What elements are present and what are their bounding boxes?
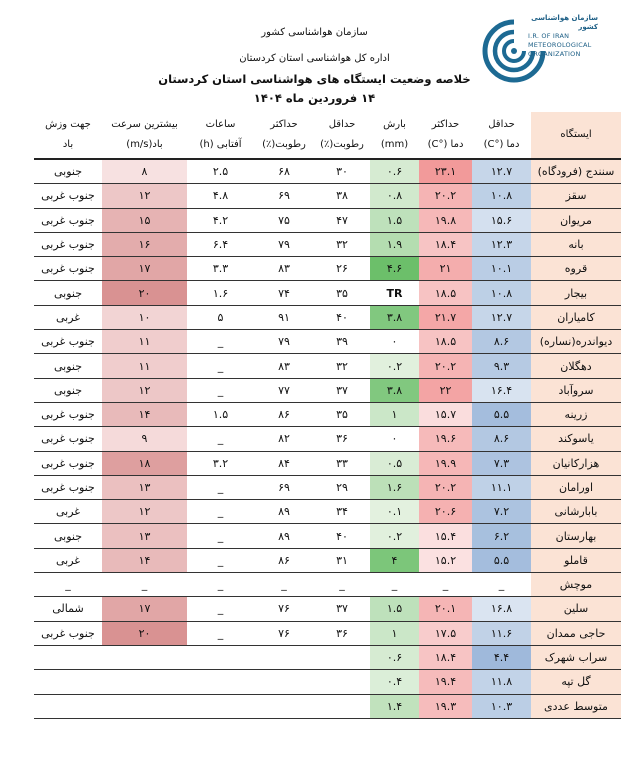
table-row [34,184,621,208]
cell-rain: ۱ [370,621,419,645]
cell-wind-speed: ۱۲ [102,500,187,524]
col-header-station: ایستگاه [531,112,621,159]
cell-min-temp: ۱۱.۸ [472,670,531,694]
table-row [34,500,621,524]
table-row [34,451,621,475]
cell-max-humidity [254,670,314,694]
report-date: ۱۴ فروردین ماه ۱۴۰۴ [253,91,376,105]
table-row [34,257,621,281]
cell-wind-speed: ۱۷ [102,257,187,281]
cell-max-temp: ۱۵.۷ [419,402,472,426]
cell-min-humidity [314,694,370,718]
cell-station: موچش [531,573,621,597]
cell-min-temp: ۱۶.۸ [472,597,531,621]
cell-rain: ۰.۸ [370,184,419,208]
table-row [34,597,621,621]
cell-max-humidity: ۷۶ [254,597,314,621]
cell-min-temp: ۸.۶ [472,330,531,354]
cell-rain: ۱.۹ [370,232,419,256]
cell-max-humidity: ۷۴ [254,281,314,305]
cell-min-humidity: _ [314,573,370,597]
cell-wind-speed: ۱۲ [102,378,187,402]
cell-sunshine: ۵ [187,305,254,329]
cell-sunshine: ۲.۵ [187,159,254,184]
cell-min-humidity: ۳۸ [314,184,370,208]
cell-station: متوسط عددی [531,694,621,718]
table-row [34,281,621,305]
cell-sunshine: _ [187,354,254,378]
cell-min-temp: ۱۲.۷ [472,305,531,329]
cell-min-temp: ۷.۳ [472,451,531,475]
logo-en-text-2: METEOROLOGICAL [528,41,592,49]
table-row [34,208,621,232]
cell-max-humidity: ۸۳ [254,354,314,378]
cell-station: سنندج (فرودگاه) [531,159,621,184]
cell-min-temp: ۱۰.۱ [472,257,531,281]
org-name: سازمان هواشناسی کشور [261,27,368,38]
cell-max-temp: ۲۰.۲ [419,475,472,499]
cell-max-temp: ۱۹.۴ [419,670,472,694]
cell-sunshine [187,694,254,718]
cell-wind-speed [102,645,187,669]
cell-min-temp: ۱۰.۸ [472,281,531,305]
cell-min-temp: _ [472,573,531,597]
cell-rain: ۰.۴ [370,670,419,694]
cell-sunshine: _ [187,378,254,402]
table-row [34,645,621,669]
cell-wind-speed [102,670,187,694]
weather-stations-table [34,112,621,719]
cell-rain: ۳.۸ [370,378,419,402]
cell-wind-direction: جنوبی [34,378,102,402]
logo-en-text-1: I.R. OF IRAN [528,32,570,40]
cell-rain: ۳.۸ [370,305,419,329]
cell-max-humidity: ۷۵ [254,208,314,232]
cell-rain: ۰.۶ [370,159,419,184]
cell-sunshine: ۱.۶ [187,281,254,305]
cell-max-humidity: ۸۶ [254,548,314,572]
cell-station: سلین [531,597,621,621]
cell-max-temp: ۲۰.۶ [419,500,472,524]
cell-max-temp: ۱۸.۴ [419,645,472,669]
cell-min-temp: ۱۲.۳ [472,232,531,256]
cell-wind-speed: ۱۳ [102,475,187,499]
cell-min-humidity: ۴۰ [314,305,370,329]
table-row [34,330,621,354]
cell-max-humidity: ۸۹ [254,500,314,524]
office-name: اداره کل هواشناسی استان کردستان [239,53,390,64]
cell-rain: ۴ [370,548,419,572]
cell-min-humidity: ۲۹ [314,475,370,499]
cell-max-humidity: ۷۹ [254,232,314,256]
cell-rain: _ [370,573,419,597]
cell-station: قاملو [531,548,621,572]
cell-rain: ۱.۵ [370,597,419,621]
table-row [34,573,621,597]
cell-wind-direction: جنوب غربی [34,257,102,281]
cell-min-humidity: ۳۹ [314,330,370,354]
cell-wind-direction: جنوب غربی [34,208,102,232]
cell-station: کامیاران [531,305,621,329]
cell-max-temp: ۱۸.۴ [419,232,472,256]
cell-wind-direction: جنوب غربی [34,184,102,208]
cell-station: قروه [531,257,621,281]
cell-rain: TR [370,281,419,305]
col-header-wind-direction: جهت وزش باد [34,112,102,159]
cell-station: بهارستان [531,524,621,548]
cell-max-temp: ۱۹.۹ [419,451,472,475]
cell-sunshine: ۳.۳ [187,257,254,281]
table-row [34,524,621,548]
table-row [34,378,621,402]
cell-max-temp: ۲۳.۱ [419,159,472,184]
cell-min-temp: ۱۶.۴ [472,378,531,402]
table-row [34,621,621,645]
cell-station: دهگلان [531,354,621,378]
cell-sunshine: _ [187,427,254,451]
table-row [34,402,621,426]
cell-max-temp: ۱۵.۲ [419,548,472,572]
cell-wind-speed: _ [102,573,187,597]
table-body [34,159,621,718]
cell-wind-speed: ۱۷ [102,597,187,621]
cell-sunshine: _ [187,597,254,621]
cell-max-humidity [254,694,314,718]
cell-station: مریوان [531,208,621,232]
cell-wind-direction [34,645,102,669]
cell-max-temp: ۲۰.۲ [419,354,472,378]
cell-max-humidity: ۸۲ [254,427,314,451]
cell-min-temp: ۶.۲ [472,524,531,548]
cell-sunshine: ۱.۵ [187,402,254,426]
table-row [34,232,621,256]
cell-station: حاجی ممدان [531,621,621,645]
cell-wind-direction: جنوب غربی [34,402,102,426]
cell-wind-direction: جنوبی [34,354,102,378]
cell-station: دیواندره(نساره) [531,330,621,354]
cell-rain: ۰.۲ [370,354,419,378]
cell-min-humidity: ۳۲ [314,232,370,256]
cell-wind-speed: ۱۱ [102,354,187,378]
cell-sunshine: ۴.۲ [187,208,254,232]
cell-sunshine [187,670,254,694]
cell-wind-speed: ۱۲ [102,184,187,208]
cell-station: گل تپه [531,670,621,694]
cell-min-temp: ۱۵.۶ [472,208,531,232]
cell-station: یاسوکند [531,427,621,451]
cell-wind-direction: جنوب غربی [34,330,102,354]
table-header-row [34,112,621,159]
cell-rain: ۴.۶ [370,257,419,281]
cell-min-temp: ۱۱.۶ [472,621,531,645]
table-row [34,305,621,329]
cell-wind-speed: ۱۳ [102,524,187,548]
cell-max-temp: ۱۵.۴ [419,524,472,548]
cell-max-temp: ۱۷.۵ [419,621,472,645]
cell-wind-direction [34,670,102,694]
cell-max-humidity: ۶۸ [254,159,314,184]
cell-sunshine: _ [187,621,254,645]
cell-station: بانه [531,232,621,256]
cell-min-humidity: ۳۴ [314,500,370,524]
cell-max-temp: ۱۸.۵ [419,330,472,354]
cell-sunshine: _ [187,548,254,572]
cell-rain: ۱.۶ [370,475,419,499]
cell-rain: ۱ [370,402,419,426]
cell-min-temp: ۱۱.۱ [472,475,531,499]
cell-max-humidity [254,645,314,669]
cell-wind-speed: ۱۶ [102,232,187,256]
cell-station: اورامان [531,475,621,499]
cell-wind-speed: ۸ [102,159,187,184]
cell-max-humidity: ۶۹ [254,475,314,499]
cell-max-humidity: ۸۶ [254,402,314,426]
cell-rain: ۰ [370,330,419,354]
cell-max-humidity: ۹۱ [254,305,314,329]
cell-station: بیجار [531,281,621,305]
cell-min-humidity: ۴۰ [314,524,370,548]
report-title: خلاصه وضعیت ایستگاه های هواشناسی استان کردستان [158,72,471,86]
col-header-max-temp: حداکثر دما (°C) [419,112,472,159]
table-row [34,354,621,378]
cell-wind-speed: ۹ [102,427,187,451]
cell-min-temp: ۸.۶ [472,427,531,451]
cell-wind-direction: غربی [34,500,102,524]
logo-en-text-3: ORGANIZATION [528,50,581,58]
cell-wind-direction: جنوب غربی [34,621,102,645]
cell-wind-direction: غربی [34,548,102,572]
cell-min-humidity: ۳۵ [314,281,370,305]
cell-sunshine: _ [187,475,254,499]
cell-wind-direction: شمالی [34,597,102,621]
cell-sunshine: ۴.۸ [187,184,254,208]
cell-max-temp: ۲۰.۲ [419,184,472,208]
cell-max-humidity: ۸۳ [254,257,314,281]
cell-max-temp: ۱۹.۳ [419,694,472,718]
cell-rain: ۱.۵ [370,208,419,232]
cell-wind-direction: جنوب غربی [34,427,102,451]
cell-min-temp: ۴.۴ [472,645,531,669]
cell-wind-direction: جنوب غربی [34,475,102,499]
cell-wind-speed [102,694,187,718]
cell-wind-direction: _ [34,573,102,597]
cell-min-humidity: ۲۶ [314,257,370,281]
cell-min-humidity [314,645,370,669]
cell-min-humidity: ۴۷ [314,208,370,232]
cell-station: سراب شهرک [531,645,621,669]
col-header-rain: بارش (mm) [370,112,419,159]
table-row [34,548,621,572]
cell-wind-direction: جنوبی [34,281,102,305]
cell-max-humidity: ۷۶ [254,621,314,645]
cell-min-humidity: ۳۶ [314,427,370,451]
cell-max-humidity: _ [254,573,314,597]
cell-max-humidity: ۷۹ [254,330,314,354]
cell-min-temp: ۵.۵ [472,402,531,426]
table-row [34,159,621,184]
cell-station: بابارشانی [531,500,621,524]
table-row [34,694,621,718]
cell-min-temp: ۱۰.۸ [472,184,531,208]
cell-max-humidity: ۸۹ [254,524,314,548]
cell-wind-direction: جنوب غربی [34,232,102,256]
cell-min-humidity: ۳۳ [314,451,370,475]
cell-rain: ۰.۵ [370,451,419,475]
cell-min-temp: ۱۰.۳ [472,694,531,718]
cell-min-humidity: ۳۷ [314,378,370,402]
cell-max-temp: ۲۱ [419,257,472,281]
cell-wind-speed: ۱۵ [102,208,187,232]
cell-min-humidity: ۳۶ [314,621,370,645]
cell-sunshine: _ [187,500,254,524]
cell-max-humidity: ۸۴ [254,451,314,475]
cell-min-humidity [314,670,370,694]
cell-max-temp: ۲۰.۱ [419,597,472,621]
cell-min-temp: ۹.۳ [472,354,531,378]
cell-station: سقز [531,184,621,208]
cell-wind-direction: جنوب غربی [34,451,102,475]
cell-min-humidity: ۳۰ [314,159,370,184]
cell-max-temp: _ [419,573,472,597]
cell-wind-speed: ۲۰ [102,281,187,305]
cell-max-temp: ۲۲ [419,378,472,402]
report-header [0,0,629,110]
cell-min-temp: ۵.۵ [472,548,531,572]
col-header-sunshine: ساعات آفتابی (h) [187,112,254,159]
cell-station: هزارکانیان [531,451,621,475]
cell-sunshine: _ [187,330,254,354]
cell-wind-speed: ۱۴ [102,402,187,426]
logo-fa-text: سازمان هواشناسی کشور [531,14,598,31]
cell-min-humidity: ۳۷ [314,597,370,621]
cell-min-humidity: ۳۲ [314,354,370,378]
cell-min-humidity: ۳۱ [314,548,370,572]
cell-rain: ۰ [370,427,419,451]
cell-wind-speed: ۲۰ [102,621,187,645]
cell-rain: ۰.۶ [370,645,419,669]
table-row [34,670,621,694]
cell-sunshine: ۳.۲ [187,451,254,475]
cell-station: سروآباد [531,378,621,402]
cell-sunshine: _ [187,573,254,597]
cell-sunshine: _ [187,524,254,548]
cell-max-humidity: ۶۹ [254,184,314,208]
cell-wind-direction: جنوبی [34,524,102,548]
col-header-max-humidity: حداکثر رطوبت(٪) [254,112,314,159]
cell-max-temp: ۱۹.۸ [419,208,472,232]
cell-wind-speed: ۱۴ [102,548,187,572]
cell-wind-direction: غربی [34,305,102,329]
table-row [34,475,621,499]
cell-min-temp: ۱۲.۷ [472,159,531,184]
col-header-wind-speed: بیشترین سرعت باد(m/s) [102,112,187,159]
cell-rain: ۰.۱ [370,500,419,524]
cell-min-humidity: ۳۵ [314,402,370,426]
cell-max-humidity: ۷۷ [254,378,314,402]
cell-max-temp: ۱۸.۵ [419,281,472,305]
col-header-min-humidity: حداقل رطوبت(٪) [314,112,370,159]
cell-sunshine: ۶.۴ [187,232,254,256]
cell-wind-speed: ۱۰ [102,305,187,329]
cell-rain: ۱.۴ [370,694,419,718]
cell-wind-speed: ۱۸ [102,451,187,475]
cell-wind-speed: ۱۱ [102,330,187,354]
cell-wind-direction [34,694,102,718]
cell-station: زرینه [531,402,621,426]
cell-max-temp: ۱۹.۶ [419,427,472,451]
cell-min-temp: ۷.۲ [472,500,531,524]
cell-sunshine [187,645,254,669]
cell-wind-direction: جنوبی [34,159,102,184]
table-row [34,427,621,451]
col-header-min-temp: حداقل دما (°C) [472,112,531,159]
cell-max-temp: ۲۱.۷ [419,305,472,329]
cell-rain: ۰.۲ [370,524,419,548]
